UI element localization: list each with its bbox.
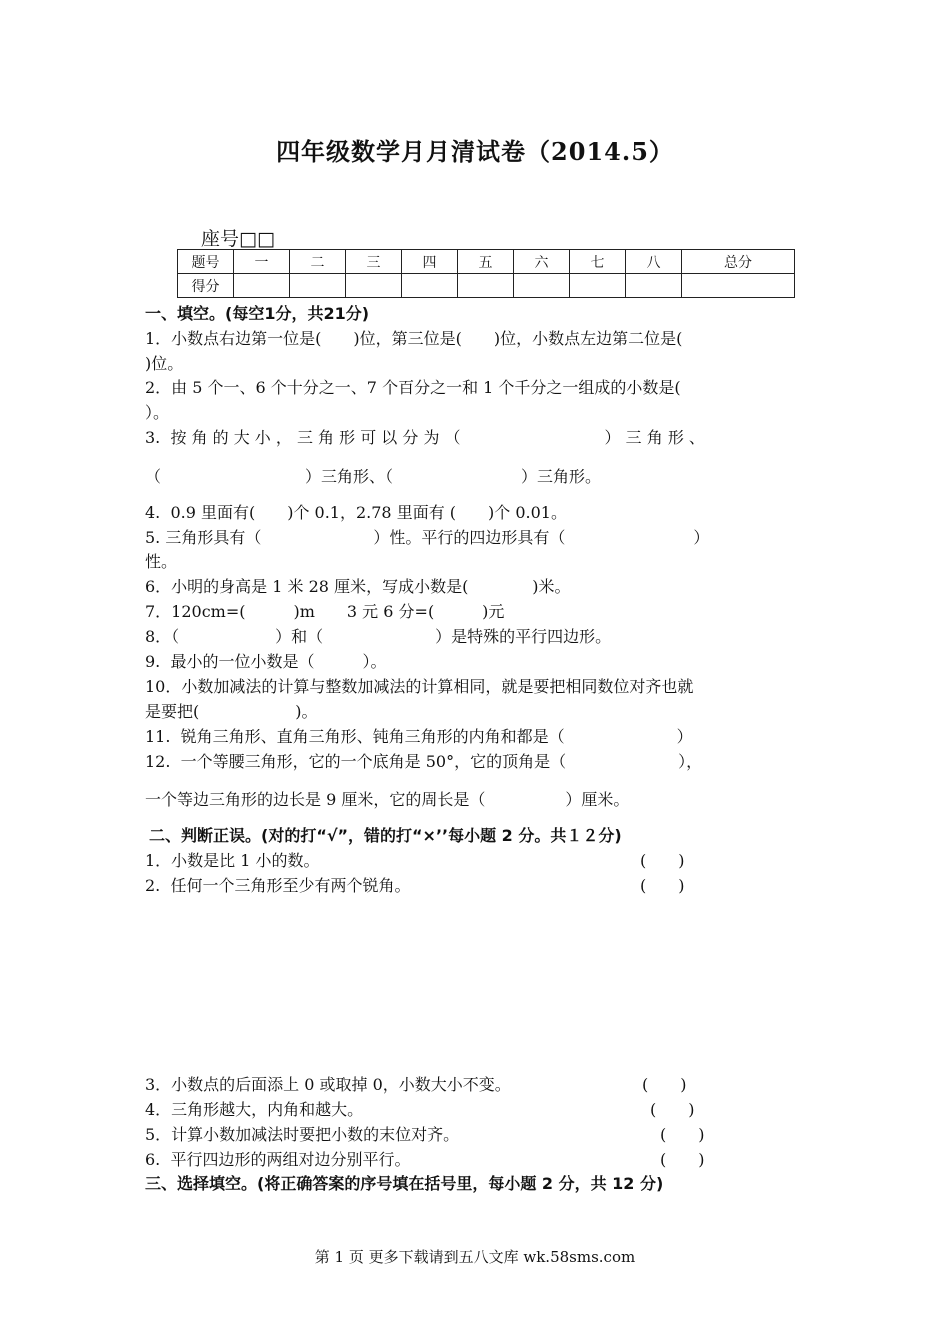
score-header-cell: 五 [458,250,514,274]
seat-number-label: 座号□□ [201,228,275,250]
question-line: 3. 按 角 的 大 小 ， 三 角 形 可 以 分 为 （ ） 三 角 形 、 [145,428,705,447]
question-line: 7．120cm=( )m 3 元 6 分=( )元 [145,602,505,621]
judge-item-text: 2. 任何一个三角形至少有两个锐角。 [145,876,411,895]
judge-answer-bracket[interactable]: ( ) [650,1100,695,1119]
section3-heading: 三、选择填空。(将正确答案的序号填在括号里，每小题 2 分，共 12 分) [145,1174,664,1193]
judge-answer-bracket[interactable]: ( ) [660,1150,705,1169]
score-cell[interactable] [570,274,626,298]
section1-heading: 一、填空。(每空1分，共21分) [145,304,370,323]
score-cell[interactable] [346,274,402,298]
question-line: 性。 [145,552,178,571]
question-line: 1．小数点右边第一位是( )位，第三位是( )位，小数点左边第二位是( [145,329,683,348]
question-line: )位。 [145,354,184,373]
question-line: 是要把( )。 [145,702,318,721]
question-line: 2．由 5 个一、6 个十分之一、7 个百分之一和 1 个千分之一组成的小数是( [145,378,681,397]
question-line: 8．（ ）和（ ）是特殊的平行四边形。 [145,627,612,646]
score-table-header-row [178,250,795,274]
question-line: 11. 锐角三角形、直角三角形、钝角三角形的内角和都是（ ） [145,727,693,746]
score-header-cell: 三 [346,250,402,274]
score-cell[interactable] [234,274,290,298]
judge-answer-bracket[interactable]: ( ) [640,851,685,870]
question-line: 12. 一个等腰三角形，它的一个底角是 50°，它的顶角是（ ）， [145,752,703,771]
score-header-cell: 八 [626,250,682,274]
judge-item-text: 5．计算小数加减法时要把小数的末位对齐。 [145,1125,460,1144]
page-footer: 第 1 页 更多下载请到五八文库 wk.58sms.com [314,1248,636,1266]
score-header-cell: 四 [402,250,458,274]
page-title: 四年级数学月月清试卷（2014.5） [276,137,674,166]
score-table [177,249,795,298]
score-cell[interactable] [290,274,346,298]
question-line: 10．小数加减法的计算与整数加减法的计算相同，就是要把相同数位对齐也就 [145,677,694,696]
question-line: ）。 [145,403,170,422]
score-header-cell: 七 [570,250,626,274]
score-cell[interactable] [458,274,514,298]
judge-answer-bracket[interactable]: ( ) [640,876,685,895]
score-header-cell: 题号 [178,250,234,274]
score-header-cell: 总分 [682,250,795,274]
judge-answer-bracket[interactable]: ( ) [660,1125,705,1144]
question-line: 9. 最小的一位小数是（ ）。 [145,652,387,671]
question-line: 一个等边三角形的边长是 9 厘米，它的周长是（ ）厘米。 [145,790,630,809]
judge-item-text: 4．三角形越大，内角和越大。 [145,1100,364,1119]
judge-item-text: 3．小数点的后面添上 0 或取掉 0，小数大小不变。 [145,1075,511,1094]
section2-heading: 二、判断正误。(对的打“√”，错的打“×’’每小题 2 分。共１２分) [149,826,622,845]
question-line: 5. 三角形具有（ ）性。平行的四边形具有（ ） [145,528,710,547]
score-cell[interactable] [402,274,458,298]
question-line: 4. 0.9 里面有( )个 0.1，2.78 里面有 ( )个 0.01。 [145,503,567,522]
score-cell[interactable] [514,274,570,298]
judge-item-text: 1．小数是比 1 小的数。 [145,851,320,870]
score-row-label: 得分 [178,274,234,298]
score-header-cell: 二 [290,250,346,274]
score-cell[interactable] [626,274,682,298]
question-line: 6．小明的身高是 1 米 28 厘米，写成小数是( )米。 [145,577,571,596]
score-header-cell: 六 [514,250,570,274]
question-line: （ ）三角形、（ ）三角形。 [145,467,602,486]
judge-answer-bracket[interactable]: ( ) [642,1075,687,1094]
score-table-score-row [178,274,795,298]
judge-item-text: 6. 平行四边形的两组对边分别平行。 [145,1150,411,1169]
score-header-cell: 一 [234,250,290,274]
score-cell[interactable] [682,274,795,298]
